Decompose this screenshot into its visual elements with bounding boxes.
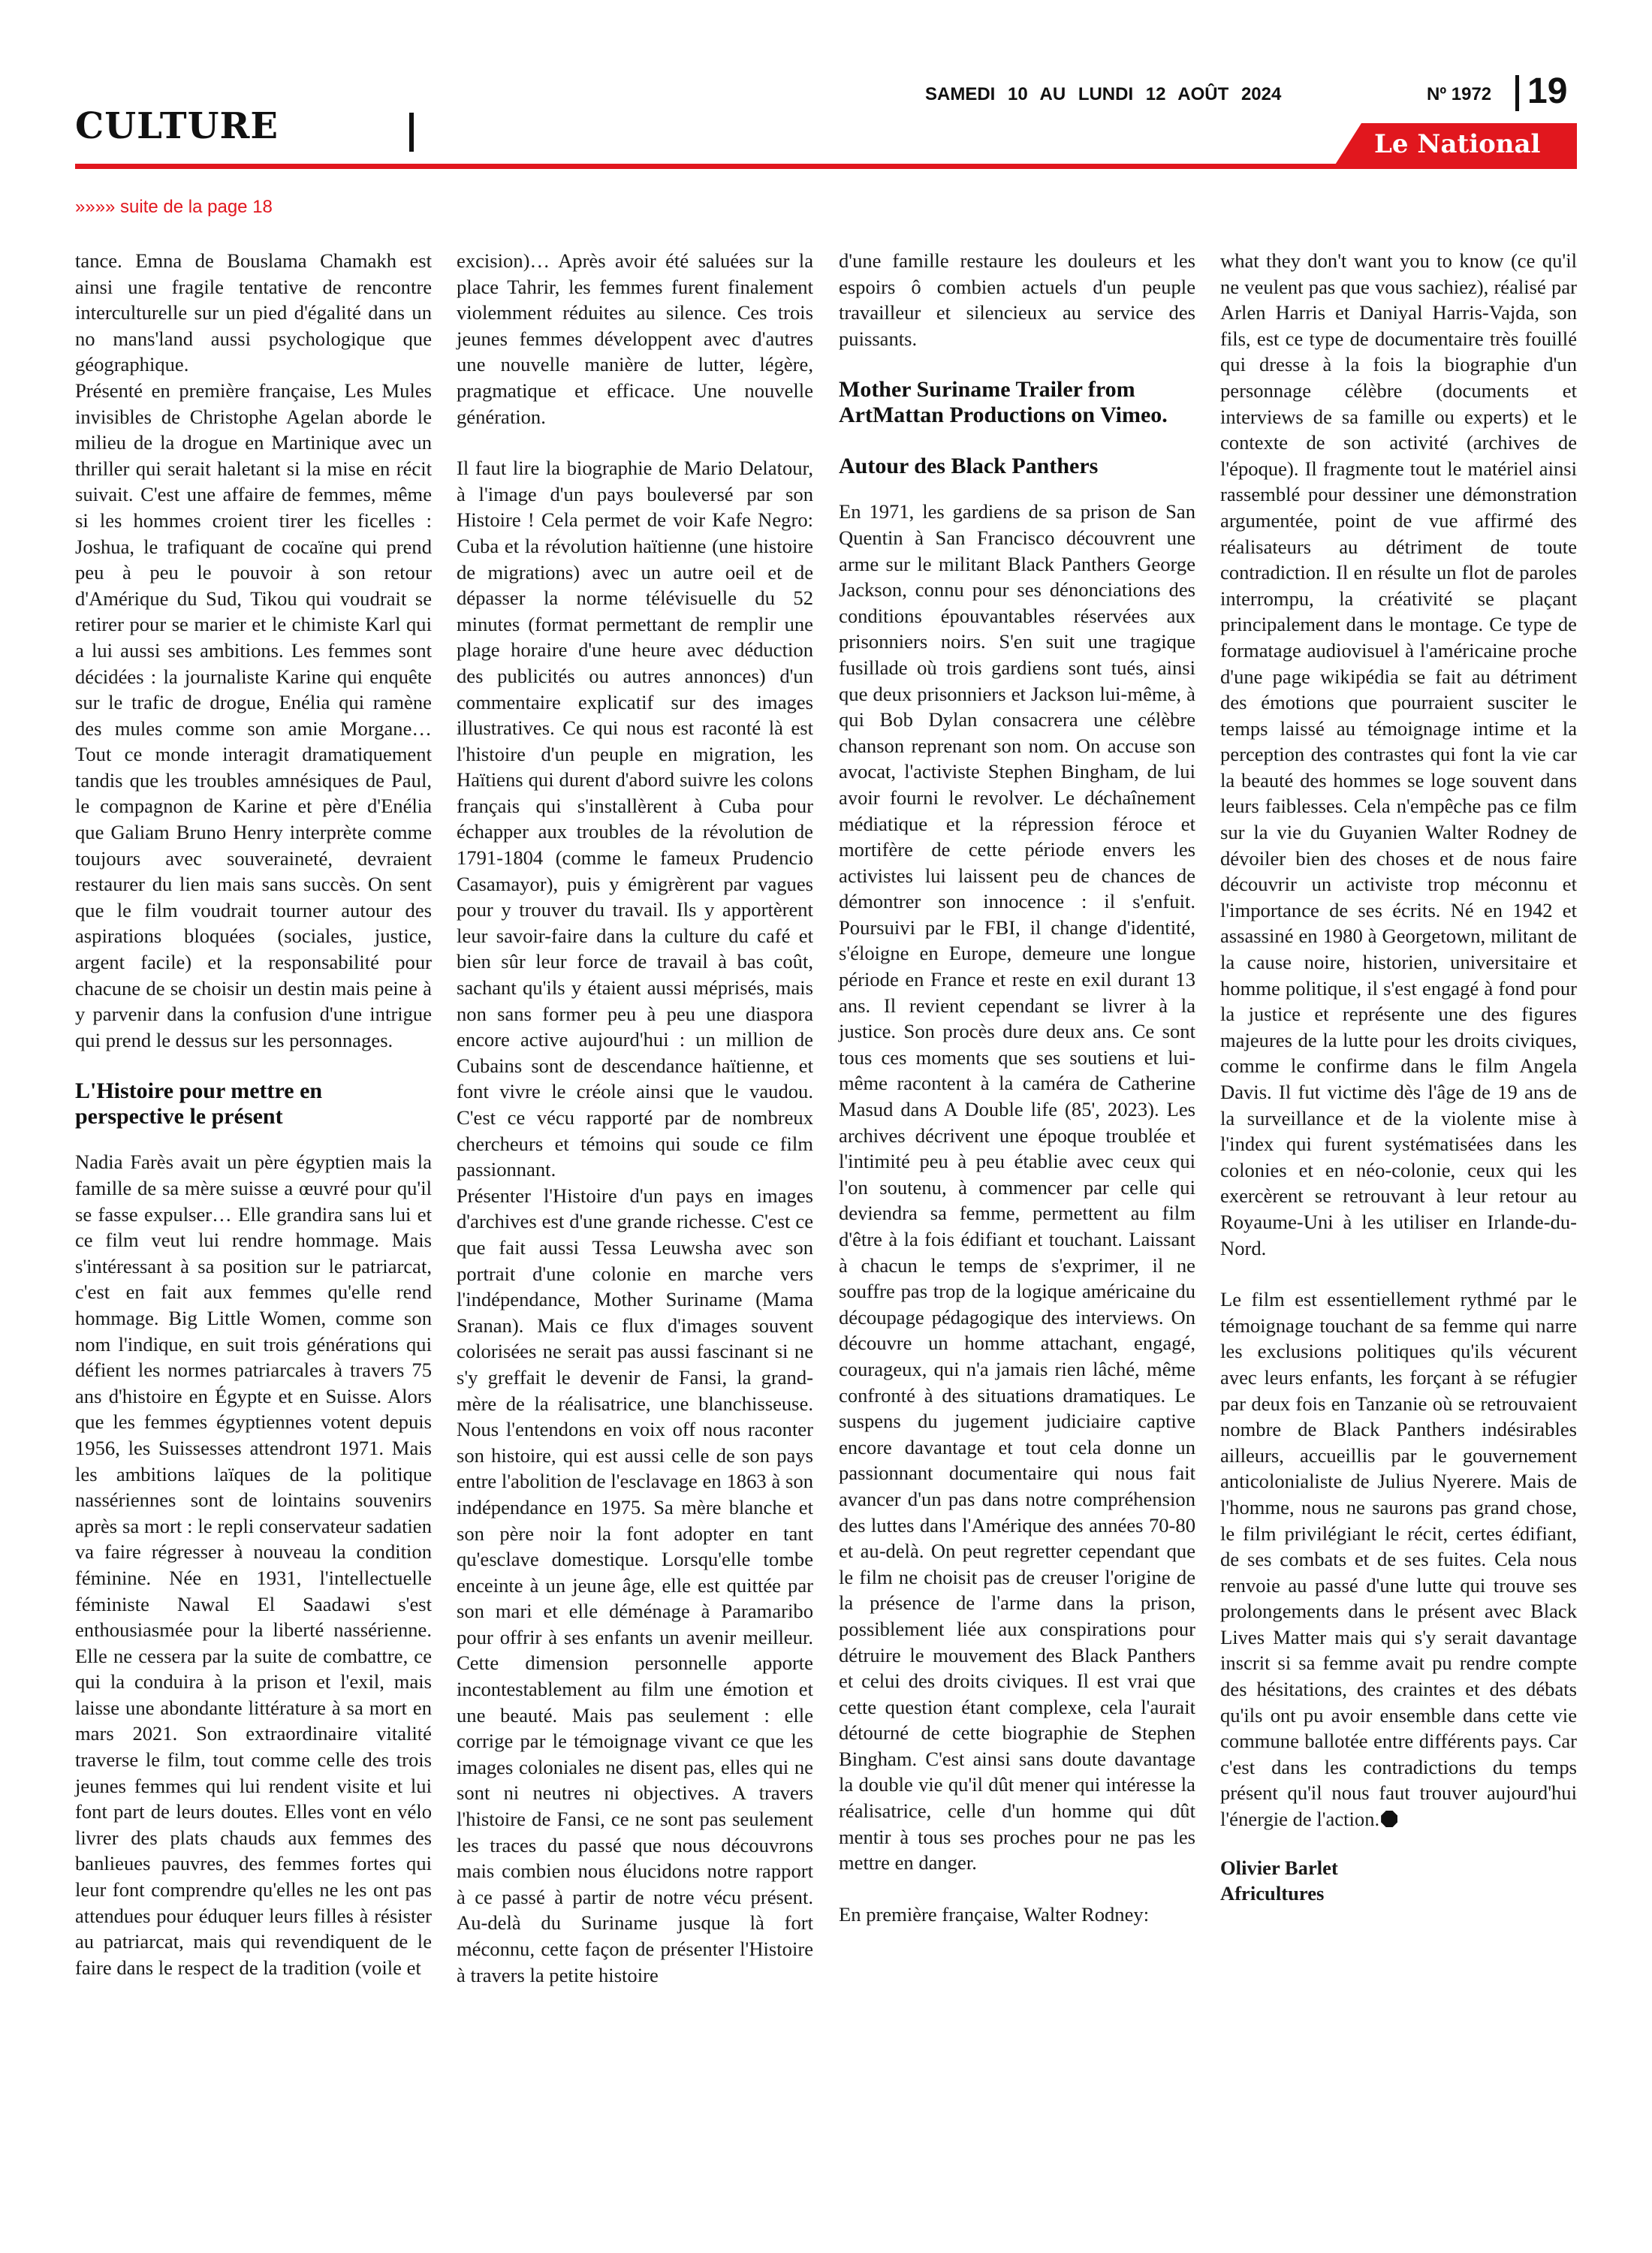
subheading: Autour des Black Panthers (839, 454, 1099, 479)
issue-number: Nº 1972 (1427, 84, 1492, 104)
page-number: 19 (1527, 71, 1568, 111)
paragraph: excision)… Après avoir été saluées sur la place Tahrir, les femmes furent finalement violemment réduites au silence. Ces trois jeunes femmes développent avec d'autres une nouvelle manière de lutter, légère, pragmatique et efficace. Une nouvelle génération. (457, 249, 813, 428)
page-number-divider (1515, 75, 1519, 111)
article-column-3 (839, 248, 1195, 1927)
author-name: Olivier Barlet (1220, 1856, 1338, 1879)
section-title: CULTURE (75, 105, 279, 147)
paragraph-text: Le film est essentiellement rythmé par le témoignage touchant de sa femme qui narre les exclusions politiques qu'ils vécurent avec leurs enfants, les forçant à se réfugier par deux fois en Tanzanie où se retrouvaient nombre de Black Panthers indésirables ailleurs, accueillis par le gouvernement anticolonialiste de Julius Nyerere. Mais de l'homme, nous ne saurons pas grand chose, le film privilégiant le récit, certes édifiant, de ses combats et de ses fuites. Cela nous renvoie au passé d'une lutte qui trouve ses prolongements dans le présent avec Black Lives Matter mais qui s'y serait davantage inscrit si sa femme avait pu rendre compte des hésitations, des craintes et des débats qu'ils ont pu avoir ensemble dans cette vie commune ballotée entre différents pays. Car c'est dans les contradictions du temps présent qu'il nous faut trouver aujourd'hui l'énergie de l'action. (1220, 1288, 1577, 1831)
paragraph: En première française, Walter Rodney: (839, 1902, 1150, 1926)
author-byline (1220, 1855, 1577, 1906)
author-organization: Africultures (1220, 1881, 1325, 1905)
paragraph: En 1971, les gardiens de sa prison de San Quentin à San Francisco découvrent une arme sur le militant Black Panthers George Jackson, connu pour ses dénonciations des conditions épouvantables réservées aux prisonniers noirs. S'en suit une tragique fusillade où trois gardiens sont tués, ainsi que deux prisonniers et Jackson lui-même, à qui Bob Dylan consacrera une célèbre chanson reprenant son nom. On accuse son avocat, l'activiste Stephen Bingham, de lui avoir fourni le revolver. Le déchaînement médiatique et la répression féroce et mortifère de cette période envers les activistes lui laissent peu de chances de démontrer son innocence : il s'enfuit. Poursuivi par le FBI, il change d'identité, s'éloigne en Europe, demeure une longue période en France et reste en exil durant 13 ans. Il revient cependant se livrer à la justice. Son procès dure deux ans. Ce sont tous ces moments que ses soutiens et lui-même racontent à la caméra de Catherine Masud dans A Double life (85', 2023). Les archives décrivent une époque troublée et l'intimité peu à peu établie avec ceux qui l'on soutenu, à commencer par celle qui deviendra sa femme, permettent au film d'être à la fois édifiant et touchant. Laissant à chacun le temps de s'exprimer, il ne souffre pas trop de la logique américaine du découpage pédagogique des interviews. On découvre un homme attachant, engagé, courageux, qui n'a jamais rien lâché, même confronté à des situations dramatiques. Le suspens du jugement judiciaire captive encore davantage et tout cela donne un passionnant documentaire qui nous fait avancer d'un pas dans notre compréhension des luttes dans l'Amérique des années 70-80 et au-delà. On peut regretter cependant que le film ne choisit pas de creuser l'origine de la présence de l'arme dans la prison, possiblement liée aux conspirations pour détruire le mouvement des Black Panthers et celui des droits civiques. Il est vrai que cette question étant complexe, cela l'aurait détourné de cette biographie de Stephen Bingham. C'est ainsi sans doute davantage la double vie qu'il dût mener qui intéresse la réalisatrice, celle d'un homme qui dût mentir à tous ses proches pour ne pas les mettre en danger. (839, 500, 1195, 1874)
brand-name: Le National (1374, 129, 1541, 159)
article-column-1 (75, 248, 432, 1980)
paragraph: Présenter l'Histoire d'un pays en images d'archives est d'une grande richesse. C'est ce que fait aussi Tessa Leuwsha avec son portrait d'une colonie en marche vers l'indépendance, Mother Suriname (Mama Sranan). Mais ce flux d'images souvent colorisées ne serait pas aussi fascinant si ne s'y greffait le devenir de Fansi, la grand-mère de la réalisatrice, une blanchisseuse. Nous l'entendons en voix off nous raconter son histoire, qui est aussi celle de son pays entre l'abolition de l'esclavage en 1863 à son indépendance en 1975. Sa mère blanche et son père noir la font adopter en tant qu'esclave domestique. Lorsqu'elle tombe enceinte à un jeune âge, elle est quittée par son mari et elle déménage à Paramaribo pour offrir à ses enfants un avenir meilleur. Cette dimension personnelle apporte incontestablement au film une émotion et une beauté. Mais pas seulement : elle corrige par le témoignage vivant ce que les images coloniales ne disent pas, elles qui ne sont ni neutres ni objectives. A travers l'histoire de Fansi, ce ne sont pas seulement les traces du passé que nous découvrons mais combien nous élucidons notre rapport à ce passé à partir de notre vécu présent. Au-delà du Suriname jusque là fort méconnu, cette façon de présenter l'Histoire à travers la petite histoire (457, 1184, 813, 1986)
section-divider (409, 113, 414, 152)
video-link-heading[interactable]: Mother Suriname Trailer from ArtMattan Productions on Vimeo. (839, 377, 1168, 428)
paragraph: Nadia Farès avait un père égyptien mais la famille de sa mère suisse a œuvré pour qu'il se fasse expulser… Elle grandira sans lui et ce film veut lui rendre hommage. Mais s'intéressant à sa position sur le patriarcat, c'est en fait aux femmes qu'elle rend hommage. Big Little Women, comme son nom l'indique, en suit trois générations qui défient les normes patriarcales à travers 75 ans d'histoire en Égypte et en Suisse. Alors que les femmes égyptiennes votent depuis 1956, les Suissesses attendront 1971. Mais les ambitions laïques de la politique nassériennes sont de lointains souvenirs après sa mort : le repli conservateur sadatien va faire régresser à nouveau la condition féminine. Née en 1931, l'intellectuelle féministe Nawal El Saadawi s'est enthousiasmée pour la liberté nassérienne. Elle ne cessera par la suite de combattre, ce qui la conduira à la prison et l'exil, mais laisse une abondante littérature à sa mort en mars 2021. Son extraordinaire vitalité traverse le film, tout comme celle des trois jeunes femmes qui lui rendent visite et lui font part de leurs doutes. Elles vont en vélo livrer des plats chauds aux femmes des banlieues pauvres, des femmes fortes qui leur font comprendre qu'elles ne les ont pas attendues pour éduquer leurs filles à résister au patriarcat, mais qui revendiquent de le faire dans le respect de la tradition (voile et (75, 1151, 432, 1979)
end-of-article-icon (1381, 1811, 1397, 1827)
continued-from-link[interactable]: »»»» suite de la page 18 (75, 197, 273, 217)
article-column-4 (1220, 248, 1577, 1906)
article-column-2 (457, 248, 813, 1988)
paragraph: tance. Emna de Bouslama Chamakh est ainsi une fragile tentative de rencontre interculturelle sur un pied d'égalité dans un no mans'land aussi psychologique que géographique. (75, 249, 432, 376)
paragraph: Présenté en première française, Les Mules invisibles de Christophe Agelan aborde le milieu de la drogue en Martinique avec un thriller qui serait haletant si la mise en récit suivait. C'est une affaire de femmes, même si les hommes croient tirer les ficelles : Joshua, le trafiquant de cocaïne qui prend peu à peu le pouvoir à son retour d'Amérique du Sud, Tikou qui voudrait se retirer pour se marier et le chimiste Karl qui a lui aussi ses ambitions. Les femmes sont décidées : la journaliste Karine qui enquête sur le trafic de drogue, Enélia qui ramène des mules comme son amie Morgane… Tout ce monde interagit dramatiquement tandis que les troubles amnésiques de Paul, le compagnon de Karine et père d'Enélia que Galiam Bruno Henry interprète comme toujours avec souveraineté, devraient restaurer du lien mais sans succès. On sent que le film voudrait tourner autour des aspirations bloquées (sociales, justice, argent facile) et la responsabilité pour chacune de se choisir un destin mais peine à y parvenir dans la confusion d'une intrigue qui prend le dessus sur les personnages. (75, 379, 432, 1051)
subheading: L'Histoire pour mettre en perspective le présent (75, 1078, 323, 1130)
paragraph: d'une famille restaure les douleurs et les espoirs ô combien actuels d'un peuple travailleur et silencieux au service des puissants. (839, 249, 1195, 350)
paragraph: what they don't want you to know (ce qu'il ne veulent pas que vous sachiez), réalisé par Arlen Harris et Daniyal Harris-Vajda, son fils, est ce type de documentaire très fouillé qui dresse à la fois la biographie d'un personnage célèbre (documents et interviews de sa famille ou experts) et le contexte de son activité (archives de l'époque). Il fragmente tout le matériel ainsi rassemblé pour dessiner une démonstration argumentée, point de vue affirmé des réalisateurs au détriment de toute contradiction. Il en résulte un flot de paroles interrompu, la créativité se plaçant principalement dans le montage. Ce type de formatage audiovisuel à l'américaine proche d'une page wikipédia se fait au détriment des émotions que pourraient susciter le temps laissé au témoignage intime et la perception des contrastes qui font la vie car la beauté des hommes se loge souvent dans leurs faiblesses. Cela n'empêche pas ce film sur la vie du Guyanien Walter Rodney de dévoiler bien des choses et de nous faire découvrir un activiste trop méconnu et l'importance de ses écrits. Né en 1942 et assassiné en 1980 à Georgetown, militant de la cause noire, historien, universitaire et homme politique, il s'est engagé à fond pour la justice et représente une des figures majeures de la lutte pour les droits civiques, comme le confirme dans le film Angela Davis. Il fut victime dès l'âge de 19 ans de la surveillance et de la violente mise à l'index qui furent systématisées dans les colonies et en néo-colonie, ceux qui les exercèrent se retrouvant à leur retour au Royaume-Uni à les utiliser en Irlande-du-Nord. (1220, 249, 1577, 1259)
paragraph (1220, 1286, 1577, 1832)
issue-date: SAMEDI 10 AU LUNDI 12 AOÛT 2024 (925, 84, 1282, 104)
paragraph: Il faut lire la biographie de Mario Delatour, à l'image d'un pays bouleversé par son Histoire ! Cela permet de voir Kafe Negro: Cuba et la révolution haïtienne (une histoire de migrations) avec un autre oeil et de dépasser la norme télévisuelle du 52 minutes (format permettant de remplir une plage horaire d'une heure avec déduction des publicités ou autres annonces) d'un commentaire explicatif sur des images illustratives. Ce qui nous est raconté là est l'histoire d'un peuple en migration, les Haïtiens qui durent d'abord suivre les colons français qui s'installèrent à Cuba pour échapper aux troubles de la révolution de 1791-1804 (comme le fameux Prudencio Casamayor), puis y émigrèrent par vagues pour y trouver du travail. Ils y apportèrent leur savoir-faire dans la culture du café et bien sûr leur force de travail à bas coût, sachant qu'ils y étaient aussi méprisés, mais non sans former peu à peu une diaspora encore active aujourd'hui : un million de Cubains sont de descendance haïtienne, et font vivre le créole ainsi que le vaudou. C'est ce vécu rapporté par de nombreux chercheurs et témoins qui soude ce film passionnant. (457, 457, 813, 1181)
